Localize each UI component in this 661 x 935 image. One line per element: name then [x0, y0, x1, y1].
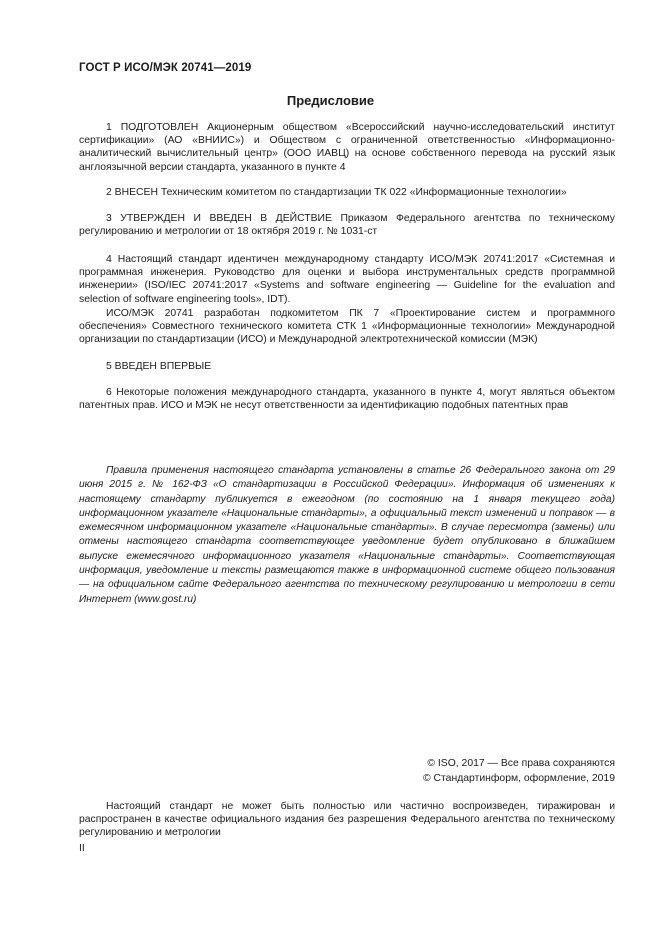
copyright-standartinform: © Стандартинформ, оформление, 2019	[422, 773, 615, 784]
page-number: II	[79, 843, 85, 854]
paragraph-1: 1 ПОДГОТОВЛЕН Акционерным обществом «Всероссийский научно-исследовательский институт сертификации» (АО «ВНИИС») и Обществом с ограниченной ответственностью «Информационно-аналитический вычислительный центр» (ООО ИАВЦ) на основе собственного перевода на русский язык англоязычной версии стандарта, указанного в пункте 4	[79, 122, 615, 173]
paragraph-3: 3 УТВЕРЖДЕН И ВВЕДЕН В ДЕЙСТВИЕ Приказом Федерального агентства по техническому регулированию и метрологии от 18 октября 2019 г. № 1031-ст	[79, 213, 615, 238]
standard-code: ГОСТ Р ИСО/МЭК 20741—2019	[79, 62, 252, 74]
copyright-block	[423, 756, 615, 786]
paragraph-2: 2 ВНЕСЕН Техническим комитетом по стандартизации ТК 022 «Информационные технологии»	[106, 187, 567, 198]
reproduction-notice: Настоящий стандарт не может быть полностью или частично воспроизведен, тиражирован и распространен в качестве официального издания без разрешения Федерального агентства по техническому регулированию и метрологии	[79, 801, 615, 839]
standard-usage-notice: Правила применения настоящего стандарта установлены в статье 26 Федерального закона от 29 июня 2015 г. № 162-ФЗ «О стандартизации в Российской Федерации». Информация об изменениях к настоящему стандарту публикуется в ежегодном (по состоянию на 1 января текущего года) информационном указателе «Национальные стандарты», а официальный текст изменений и поправок — в ежемесячном информационном указателе «Национальные стандарты». В случае пересмотра (замены) или отмены настоящего стандарта соответствующее уведомление будет опубликовано в ближайшем выпуске ежемесячного информационного указателя «Национальные стандарты». Соответствующая информация, уведомление и тексты размещаются также в информационной системе общего пользования — на официальном сайте Федерального агентства по техническому регулированию и метрологии в сети Интернет (www.gost.ru)	[79, 465, 615, 605]
page-title: Предисловие	[286, 93, 375, 108]
paragraph-5: 5 ВВЕДЕН ВПЕРВЫЕ	[106, 361, 212, 372]
copyright-iso: © ISO, 2017 — Все права сохраняются	[427, 758, 615, 769]
paragraph-4: 4 Настоящий стандарт идентичен международному стандарту ИСО/МЭК 20741:2017 «Системная и программная инженерия. Руководство для оценки и выбора инструментальных средств программной инженерии» (ISO/IEC 20741:2017 «Systems and software engineering — Guideline for the evaluation and selection of software engineering tools», IDT).	[79, 254, 615, 305]
paragraph-6: 6 Некоторые положения международного стандарта, указанного в пункте 4, могут являться объектом патентных прав. ИСО и МЭК не несут ответственности за идентификацию подобных патентных прав	[79, 387, 615, 412]
paragraph-4-note: ИСО/МЭК 20741 разработан подкомитетом ПК 7 «Проектирование систем и программного обеспечения» Совместного технического комитета СТК 1 «Информационные технологии» Международной организации по стандартизации (ИСО) и Международной электротехнической комиссии (МЭК)	[79, 308, 615, 346]
